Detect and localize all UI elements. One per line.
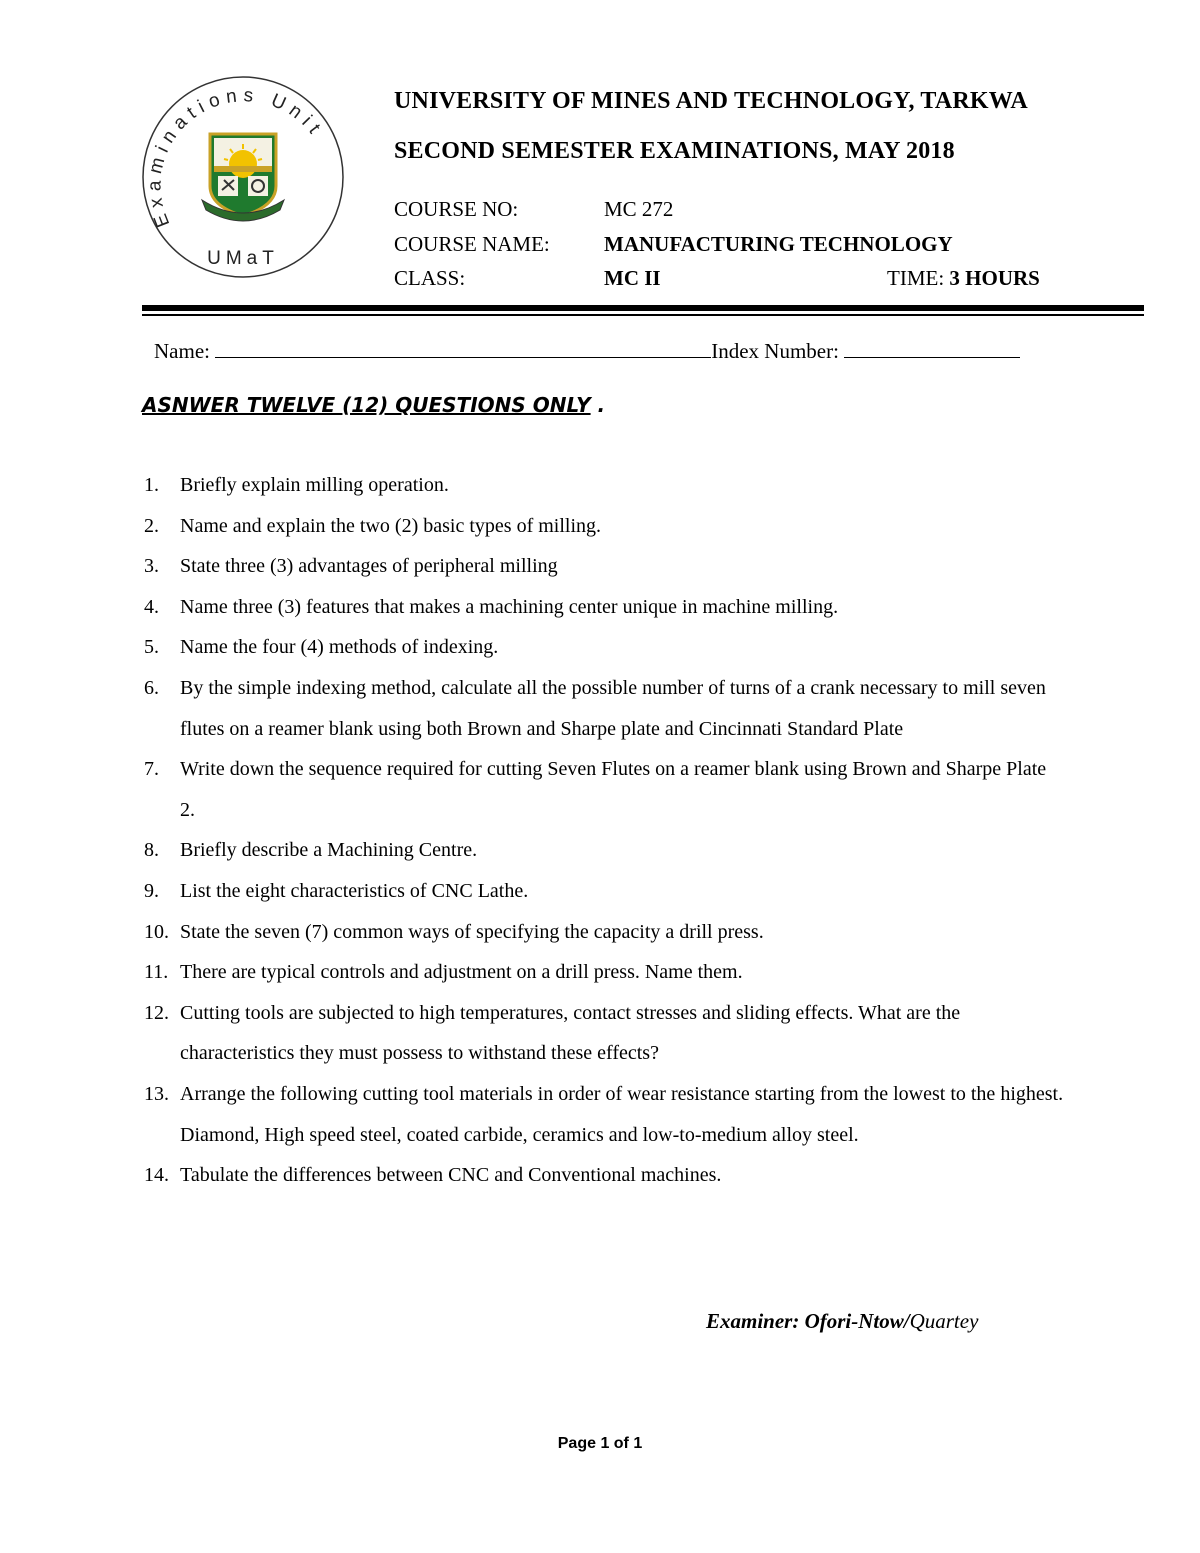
course-name-value: MANUFACTURING TECHNOLOGY bbox=[604, 232, 953, 256]
examiner-name-2: Quartey bbox=[909, 1309, 979, 1333]
class-row bbox=[394, 266, 1154, 294]
question-text: By the simple indexing method, calculate all the possible number of turns of a crank necessary to mill seven flutes on a reamer blank using both Brown and Sharpe plate and Cincinnati Standard Plate bbox=[180, 676, 1046, 740]
course-no-value: MC 272 bbox=[604, 197, 674, 221]
question-number: 6. bbox=[144, 676, 159, 699]
question-item bbox=[144, 546, 1064, 587]
question-item bbox=[144, 830, 1064, 871]
name-index-row bbox=[154, 337, 1020, 364]
course-no-label: COURSE NO: bbox=[394, 197, 519, 221]
question-number: 1. bbox=[144, 474, 159, 496]
time-field bbox=[887, 266, 1040, 291]
page-number: Page 1 of 1 bbox=[557, 1435, 643, 1452]
question-text: Briefly explain milling operation. bbox=[180, 474, 449, 496]
question-item bbox=[144, 871, 1064, 912]
course-name-label: COURSE NAME: bbox=[394, 232, 550, 256]
name-blank-line[interactable] bbox=[215, 337, 711, 358]
question-text: Name and explain the two (2) basic types of milling. bbox=[180, 514, 602, 537]
time-label: TIME: bbox=[887, 266, 945, 290]
instruction-text: ASNWER TWELVE (12) QUESTIONS ONLY bbox=[142, 393, 591, 417]
exam-title: SECOND SEMESTER EXAMINATIONS, MAY 2018 bbox=[394, 138, 955, 164]
question-number: 3. bbox=[144, 555, 159, 578]
question-item bbox=[144, 952, 1064, 993]
question-number: 7. bbox=[144, 758, 159, 781]
question-text: Write down the sequence required for cutting Seven Flutes on a reamer blank using Brown and Sharpe Plate 2. bbox=[180, 758, 1047, 821]
question-item bbox=[144, 587, 1064, 628]
question-number: 4. bbox=[144, 595, 159, 618]
question-item bbox=[144, 506, 1064, 547]
question-item bbox=[144, 749, 1064, 830]
question-text: Name three (3) features that makes a machining center unique in machine milling. bbox=[180, 595, 839, 618]
question-text: Name the four (4) methods of indexing. bbox=[180, 636, 499, 659]
class-value: MC II bbox=[604, 266, 661, 290]
name-label: Name: bbox=[154, 339, 210, 363]
instruction bbox=[142, 393, 605, 417]
question-text: State the seven (7) common ways of specifying the capacity a drill press. bbox=[180, 920, 764, 943]
question-number: 8. bbox=[144, 839, 159, 862]
question-text: State three (3) advantages of peripheral milling bbox=[180, 555, 558, 578]
examiner-label: Examiner: bbox=[706, 1309, 800, 1333]
question-number: 9. bbox=[144, 879, 159, 902]
examiner-name-1: Ofori-Ntow/ bbox=[799, 1309, 910, 1333]
header-divider-thick bbox=[142, 305, 1144, 311]
question-text: List the eight characteristics of CNC Lathe. bbox=[180, 879, 529, 902]
question-item bbox=[144, 465, 1064, 506]
question-text: Tabulate the differences between CNC and Conventional machines. bbox=[180, 1164, 722, 1187]
question-text: Arrange the following cutting tool materials in order of wear resistance starting from the lowest to the highest. Diamond, High speed steel, coated carbide, ceramics and low-to-medium alloy steel. bbox=[180, 1082, 1064, 1146]
question-number: 14. bbox=[144, 1164, 169, 1187]
seal-bottom-text: UMaT bbox=[207, 248, 279, 269]
umat-examinations-seal bbox=[140, 74, 346, 280]
question-text: Cutting tools are subjected to high temperatures, contact stresses and sliding effects. What are the characteristics they must possess to withstand these effects? bbox=[180, 1001, 961, 1065]
question-item bbox=[144, 912, 1064, 953]
index-number-label: Index Number: bbox=[711, 339, 839, 363]
crest-icon bbox=[202, 134, 284, 221]
question-text: There are typical controls and adjustment on a drill press. Name them. bbox=[180, 961, 743, 984]
question-number: 2. bbox=[144, 514, 159, 537]
course-no-row bbox=[394, 197, 1154, 225]
class-label: CLASS: bbox=[394, 266, 466, 290]
question-item bbox=[144, 993, 1064, 1074]
university-title: UNIVERSITY OF MINES AND TECHNOLOGY, TARKWA bbox=[394, 88, 1028, 114]
question-number: 10. bbox=[144, 920, 169, 943]
question-item bbox=[144, 1074, 1064, 1155]
question-list bbox=[144, 465, 1064, 1196]
examiner-line bbox=[706, 1309, 978, 1334]
course-name-row bbox=[394, 232, 1154, 260]
question-number: 5. bbox=[144, 636, 159, 659]
seal-ring-text: Examinations Unit bbox=[144, 85, 328, 231]
question-item bbox=[144, 668, 1064, 749]
question-item bbox=[144, 627, 1064, 668]
question-item bbox=[144, 1155, 1064, 1196]
index-number-blank-line[interactable] bbox=[844, 337, 1020, 358]
instruction-trailing: . bbox=[590, 393, 606, 417]
question-number: 12. bbox=[144, 1001, 169, 1024]
question-number: 13. bbox=[144, 1082, 169, 1105]
question-text: Briefly describe a Machining Centre. bbox=[180, 839, 478, 862]
question-number: 11. bbox=[144, 961, 169, 984]
time-value: 3 HOURS bbox=[949, 266, 1040, 290]
header-divider-thin bbox=[142, 314, 1144, 316]
